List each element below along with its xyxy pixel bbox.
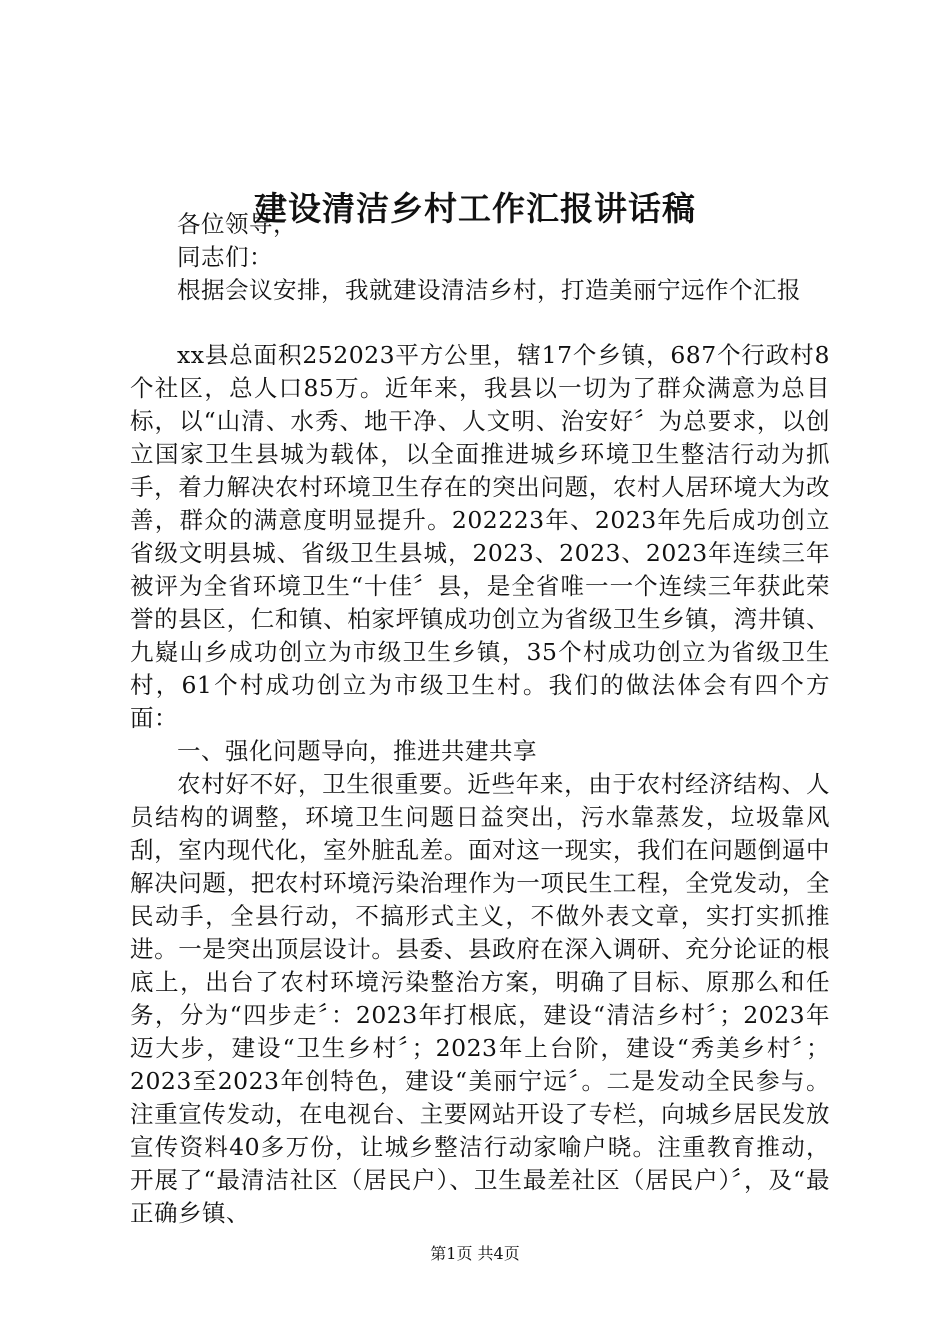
page-number-footer: 第1页 共4页 xyxy=(430,1244,520,1263)
salutation-leaders: 各位领导， xyxy=(177,210,297,238)
document-body xyxy=(130,208,830,1230)
document-title: 建设清洁乡村工作汇报讲话稿 xyxy=(254,189,696,228)
section-heading-1: 一、强化问题导向，推进共建共享 xyxy=(177,737,537,765)
intro-line: 根据会议安排，我就建设清洁乡村，打造美丽宁远作个汇报 xyxy=(177,276,801,304)
paragraph-overview: xx县总面积252023平方公里，辖17个乡镇，687个行政村8个社区，总人口85万。近年来，我县以一切为了群众满意为总目标，以“山清、水秀、地干净、人文明、治安好〞为总要求，以创立国家卫生县城为载体，以全面推进城乡环境卫生整洁行动为抓手，着力解决农村环境卫生存在的突出问题，农村人居环境大为改善，群众的满意度明显提升。202223年、2023年先后成功创立省级文明县城、省级卫生县城，2023、2023、2023年连续三年被评为全省环境卫生“十佳〞县，是全省唯一一个连续三年获此荣誉的县区，仁和镇、柏家坪镇成功创立为省级卫生乡镇，湾井镇、九嶷山乡成功创立为市级卫生乡镇，35个村成功创立为省级卫生村，61个村成功创立为市级卫生村。我们的做法体会有四个方面： xyxy=(130,341,830,732)
paragraph-section-1: 农村好不好，卫生很重要。近些年来，由于农村经济结构、人员结构的调整，环境卫生问题日益突出，污水靠蒸发，垃圾靠风刮，室内现代化，室外脏乱差。面对这一现实，我们在问题倒逼中解决问题，把农村环境污染治理作为一项民生工程，全党发动，全民动手，全县行动，不搞形式主义，不做外表文章，实打实抓推进。一是突出顶层设计。县委、县政府在深入调研、充分论证的根底上，出台了农村环境污染整治方案，明确了目标、原那么和任务，分为“四步走〞：2023年打根底，建设“清洁乡村〞；2023年迈大步，建设“卫生乡村〞；2023年上台阶，建设“秀美乡村〞；2023至2023年创特色，建设“美丽宁远〞。二是发动全民参与。注重宣传发动，在电视台、主要网站开设了专栏，向城乡居民发放宣传资料40多万份，让城乡整洁行动家喻户晓。注重教育推动，开展了“最清洁社区（居民户）、卫生最差社区（居民户）〞，及“最正确乡镇、 xyxy=(130,770,830,1227)
salutation-comrades: 同志们： xyxy=(177,243,273,271)
